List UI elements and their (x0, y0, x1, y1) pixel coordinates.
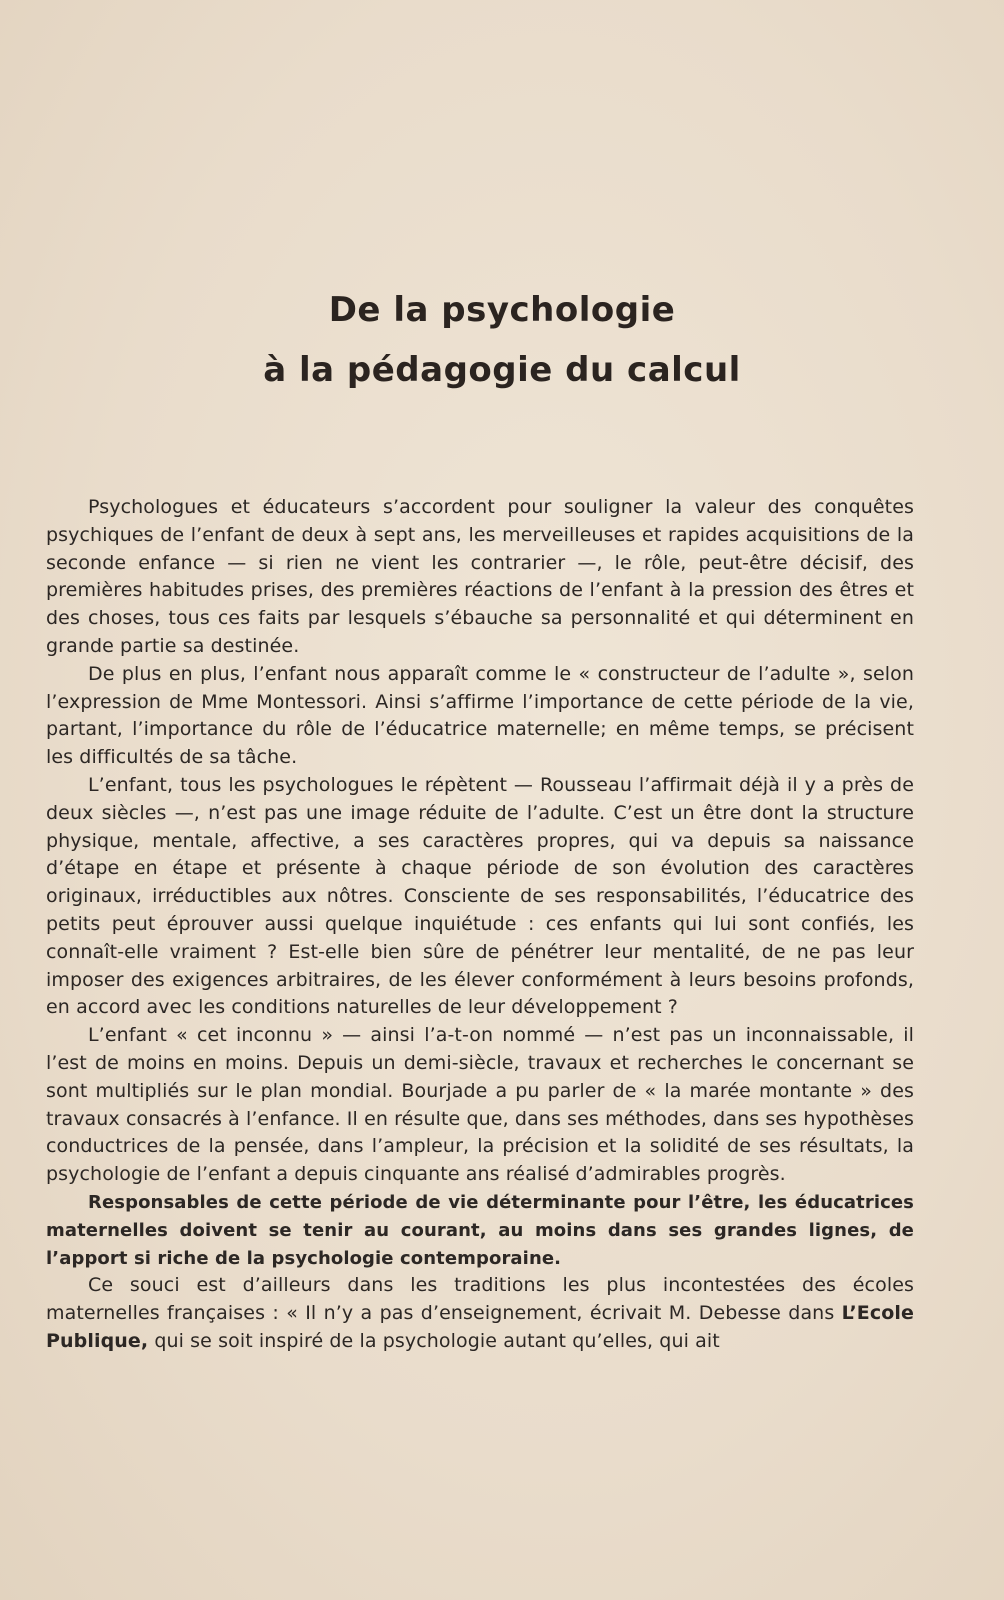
paragraph-6-end: qui se soit inspiré de la psychologie autant qu’elles, qui ait (148, 1329, 720, 1352)
title-line-1: De la psychologie (328, 290, 676, 330)
paragraph-5-bold: Responsables de cette période de vie déterminante pour l’être, les éducatrices maternelles doivent se tenir au courant, au moins dans ses grandes lignes, de l’apport si riche de la psychologie contemporaine. (46, 1191, 914, 1269)
paragraph-2: De plus en plus, l’enfant nous apparaît comme le « constructeur de l’adulte », selon l’expression de Mme Montessori. Ainsi s’affirme l’importance de cette période de la vie, partant, l’importance du rôle de l’éducatrice maternelle; en même temps, se précisent les difficultés de sa tâche. (46, 662, 914, 769)
title-line-2: à la pédagogie du calcul (263, 350, 741, 390)
journal-title: L’Ecole Publique, (46, 1302, 914, 1352)
body-text (46, 494, 914, 1356)
paragraph-6-start: Ce souci est d’ailleurs dans les traditions les plus incontestées des écoles maternelles françaises : « Il n’y a pas d’enseignement, écrivait M. Debesse dans (46, 1274, 914, 1325)
page-title (0, 280, 1004, 400)
paragraph-1: Psychologues et éducateurs s’accordent pour souligner la valeur des conquêtes psychiques de l’enfant de deux à sept ans, les merveilleuses et rapides acquisitions de la seconde enfance — si rien ne vient les contrarier —, le rôle, peut-être décisif, des premières habitudes prises, des premières réactions de l’enfant à la pression des êtres et des choses, tous ces faits par lesquels s’ébauche sa personnalité et qui déterminent en grande partie sa destinée. (46, 496, 914, 657)
paragraph-3: L’enfant, tous les psychologues le répètent — Rousseau l’affirmait déjà il y a près de deux siècles —, n’est pas une image réduite de l’adulte. C’est un être dont la structure physique, mentale, affective, a ses caractères propres, qui va depuis sa naissance d’étape en étape et présente à chaque période de son évolution des caractères originaux, irréductibles aux nôtres. Consciente de ses responsabilités, l’éducatrice des petits peut éprouver aussi quelque inquiétude : ces enfants qui lui sont confiés, les connaît-elle vraiment ? Est-elle bien sûre de pénétrer leur mentalité, de ne pas leur imposer des exigences arbitraires, de les élever conformément à leurs besoins profonds, en accord avec les conditions naturelles de leur développement ? (46, 773, 914, 1019)
paragraph-4: L’enfant « cet inconnu » — ainsi l’a-t-on nommé — n’est pas un inconnaissable, il l’est de moins en moins. Depuis un demi-siècle, travaux et recherches le concernant se sont multipliés sur le plan mondial. Bourjade a pu parler de « la marée montante » des travaux consacrés à l’enfance. Il en résulte que, dans ses méthodes, dans ses hypothèses conductrices de la pensée, dans l’ampleur, la précision et la solidité de ses résultats, la psychologie de l’enfant a depuis cinquante ans réalisé d’admirables progrès. (46, 1024, 914, 1186)
paragraph-6 (46, 1272, 914, 1355)
